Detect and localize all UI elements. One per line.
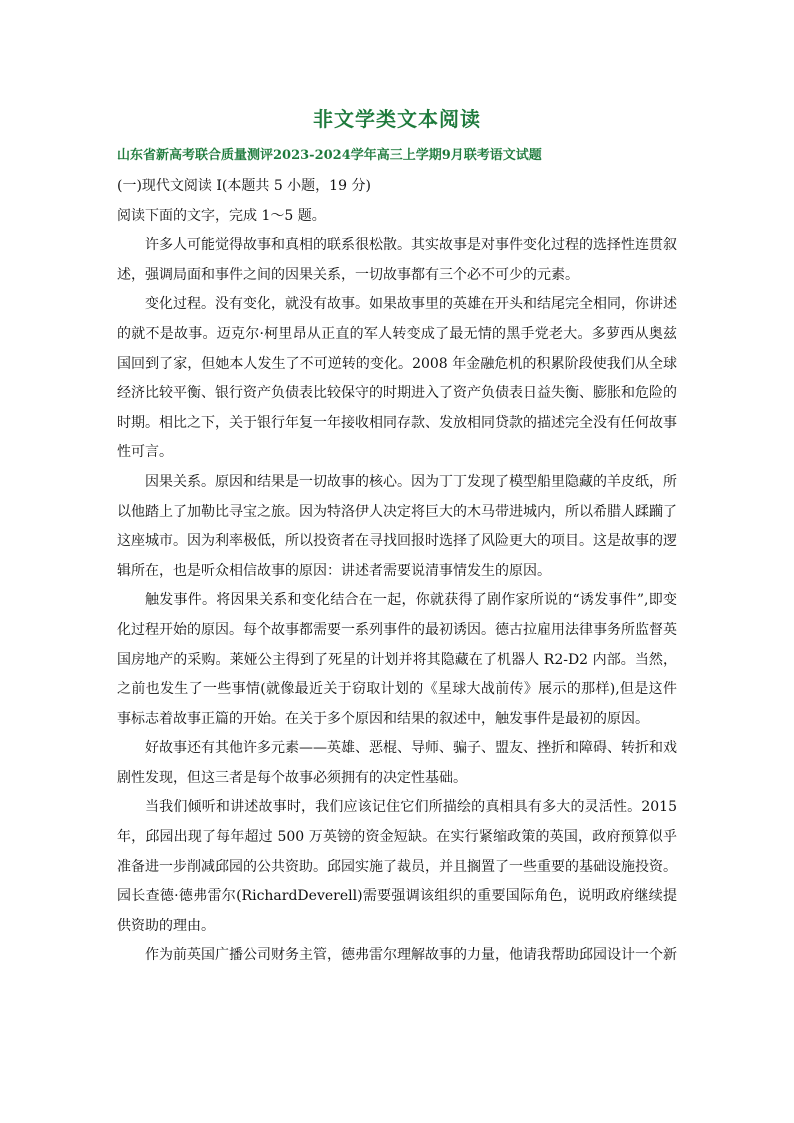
paragraph: 当我们倾听和讲述故事时，我们应该记住它们所描绘的真相具有多大的灵活性。2015 年，邱园出现了每年超过 500 万英镑的资金短缺。在实行紧缩政策的英国，政府预算似乎准备进一步削减邱园的公共资助。邱园实施了裁员，并且搁置了一些重要的基础设施投资。园长查德·德弗雷尔(RichardDeverell)需要强调该组织的重要国际角色，说明政府继续提供资助的理由。 (117, 799, 677, 934)
paragraph: 触发事件。将因果关系和变化结合在一起，你就获得了剧作家所说的“诱发事件”,即变化过程开始的原因。每个故事都需要一系列事件的最初诱因。德古拉雇用法律事务所监督英国房地产的采购。莱娅公主得到了死星的计划并将其隐藏在了机器人 R2-D2 内部。当然，之前也发生了一些事情(就像最近关于窃取计划的《星球大战前传》展示的那样),但是这件事标志着故事正篇的开始。在关于多个原因和结果的叙述中，触发事件是最初的原因。 (117, 592, 677, 727)
paragraph: 作为前英国广播公司财务主管，德弗雷尔理解故事的力量，他请我帮助邱园设计一个新 (145, 947, 677, 964)
page-title: 非文学类文本阅读 (313, 107, 481, 131)
paragraph: 因果关系。原因和结果是一切故事的核心。因为丁丁发现了模型船里隐藏的羊皮纸，所以他踏上了加勒比寻宝之旅。因为特洛伊人决定将巨大的木马带进城内，所以希腊人蹂躏了这座城市。因为利率极低，所以投资者在寻找回报时选择了风险更大的项目。这是故事的逻辑所在，也是听众相信故事的原因：讲述者需要说清事情发生的原因。 (117, 473, 677, 579)
paragraph: 许多人可能觉得故事和真相的联系很松散。其实故事是对事件变化过程的选择性连贯叙述，强调局面和事件之间的因果关系，一切故事都有三个必不可少的元素。 (117, 237, 677, 283)
instruction-text: 阅读下面的文字，完成 1～5 题。 (117, 207, 326, 224)
paragraph: 好故事还有其他许多元素——英雄、恶棍、导师、骗子、盟友、挫折和障碍、转折和戏剧性发现，但这三者是每个故事必须拥有的决定性基础。 (117, 740, 677, 786)
section-heading: (一)现代文阅读 I(本题共 5 小题，19 分) (117, 178, 371, 194)
paragraph: 变化过程。没有变化，就没有故事。如果故事里的英雄在开头和结尾完全相同，你讲述的就不是故事。迈克尔·柯里昂从正直的军人转变成了最无情的黑手党老大。多萝西从奥兹国回到了家，但她本人发生了不可逆转的变化。2008 年金融危机的积累阶段使我们从全球经济比较平衡、银行资产负债表比较保守的时期进入了资产负债表日益失衡、膨胀和危险的时期。相比之下，关于银行年复一年接收相同存款、发放相同贷款的描述完全没有任何故事性可言。 (117, 296, 677, 461)
article-body (117, 172, 677, 971)
exam-subtitle: 山东省新高考联合质量测评2023-2024学年高三上学期9月联考语文试题 (117, 148, 542, 163)
